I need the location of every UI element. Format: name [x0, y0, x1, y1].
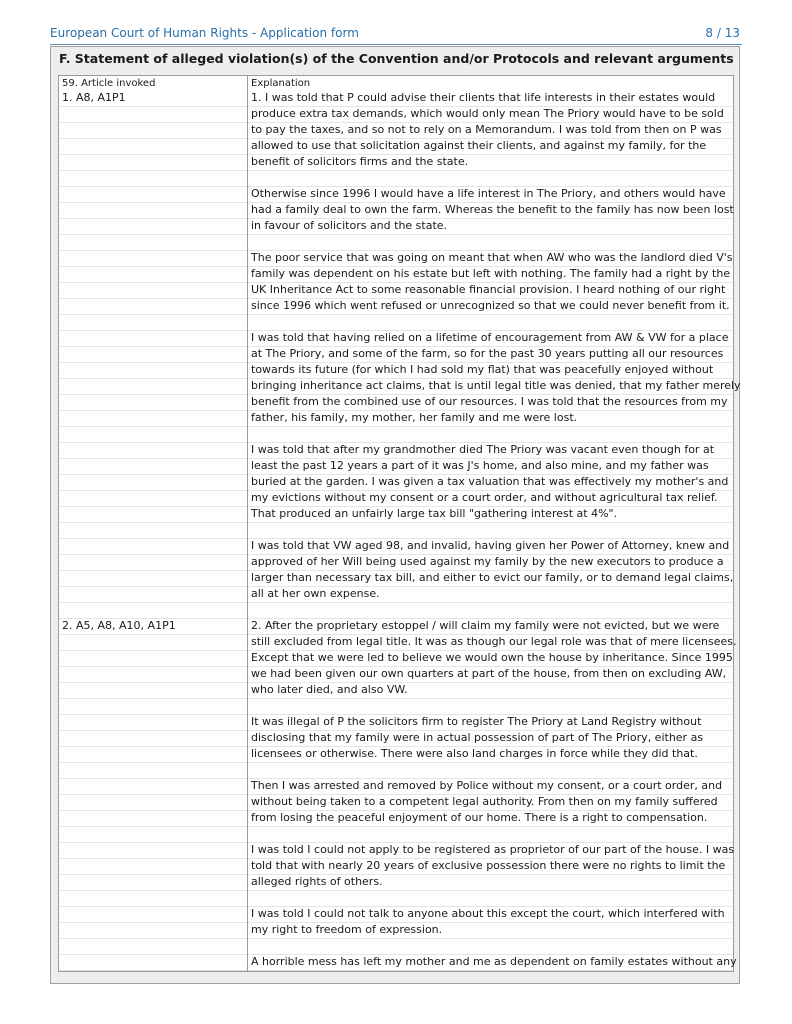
- explanation-line[interactable]: who later died, and also VW.: [251, 683, 408, 696]
- explanation-line[interactable]: from losing the peaceful enjoyment of our home. There is a right to compensation.: [251, 811, 708, 824]
- explanation-line[interactable]: I was told I could not talk to anyone about this except the court, which interfered with: [251, 907, 725, 920]
- explanation-line[interactable]: 1. I was told that P could advise their clients that life interests in their estates would: [251, 91, 716, 104]
- explanation-line[interactable]: bringing inheritance act claims, that is until legal title was denied, that my father merely: [251, 379, 741, 392]
- explanation-line[interactable]: to pay the taxes, and so not to rely on a Memorandum. I was told from then on P was: [251, 123, 722, 136]
- section-title: F. Statement of alleged violation(s) of the Convention and/or Protocols and relevant arguments: [59, 51, 734, 66]
- explanation-line[interactable]: told that with nearly 20 years of exclusive possession there were no rights to limit the: [251, 859, 726, 872]
- explanation-line[interactable]: It was illegal of P the solicitors firm to register The Priory at Land Registry without: [251, 715, 702, 728]
- explanation-line[interactable]: 2. After the proprietary estoppel / will claim my family were not evicted, but we were: [251, 619, 720, 632]
- explanation-line[interactable]: disclosing that my family were in actual possession of part of The Priory, either as: [251, 731, 704, 744]
- explanation-line[interactable]: since 1996 which went refused or unrecognized so that we could never benefit from it.: [251, 299, 730, 312]
- explanation-line[interactable]: UK Inheritance Act to some reasonable financial provision. I heard nothing of our right: [251, 283, 726, 296]
- explanation-line[interactable]: I was told that VW aged 98, and invalid, having given her Power of Attorney, knew and: [251, 539, 730, 552]
- explanation-line[interactable]: still excluded from legal title. It was as though our legal role was that of mere licensees.: [251, 635, 737, 648]
- explanation-line[interactable]: benefit of solicitors firms and the state.: [251, 155, 469, 168]
- explanation-line[interactable]: Then I was arrested and removed by Police without my consent, or a court order, and: [251, 779, 723, 792]
- page-indicator: 8 / 13: [705, 26, 740, 40]
- column-divider: [247, 75, 248, 972]
- explanation-line[interactable]: produce extra tax demands, which would only mean The Priory would have to be sold: [251, 107, 724, 120]
- explanation-line[interactable]: alleged rights of others.: [251, 875, 383, 888]
- explanation-line[interactable]: my evictions without my consent or a court order, and without agricultural tax relief.: [251, 491, 718, 504]
- explanation-line[interactable]: licensees or otherwise. There were also land charges in force while they did that.: [251, 747, 698, 760]
- explanation-line[interactable]: father, his family, my mother, her family and me were lost.: [251, 411, 578, 424]
- explanation-line[interactable]: we had been given our own quarters at part of the house, from then on excluding AW,: [251, 667, 727, 680]
- explanation-line[interactable]: approved of her Will being used against my family by the new executors to produce a: [251, 555, 724, 568]
- explanation-line[interactable]: A horrible mess has left my mother and me as dependent on family estates without any: [251, 955, 737, 968]
- explanation-label: Explanation: [251, 78, 311, 89]
- article-invoked-value[interactable]: 1. A8, A1P1: [62, 91, 126, 104]
- explanation-line[interactable]: allowed to use that solicitation against their clients, and against my family, for the: [251, 139, 707, 152]
- explanation-line[interactable]: at The Priory, and some of the farm, so for the past 30 years putting all our resources: [251, 347, 724, 360]
- explanation-line[interactable]: in favour of solicitors and the state.: [251, 219, 448, 232]
- header-divider: [50, 44, 742, 45]
- form-title: European Court of Human Rights - Application form: [50, 26, 359, 40]
- explanation-line[interactable]: The poor service that was going on meant that when AW who was the landlord died V's: [251, 251, 733, 264]
- explanation-line[interactable]: least the past 12 years a part of it was J's home, and also mine, and my father was: [251, 459, 709, 472]
- explanation-line[interactable]: larger than necessary tax bill, and either to evict our family, or to demand legal claims,: [251, 571, 734, 584]
- explanation-line[interactable]: That produced an unfairly large tax bill "gathering interest at 4%".: [251, 507, 618, 520]
- article-invoked-value[interactable]: 2. A5, A8, A10, A1P1: [62, 619, 176, 632]
- explanation-line[interactable]: buried at the garden. I was given a tax valuation that was effectively my mother's and: [251, 475, 729, 488]
- explanation-line[interactable]: family was dependent on his estate but left with nothing. The family had a right by the: [251, 267, 731, 280]
- explanation-line[interactable]: I was told that after my grandmother died The Priory was vacant even though for at: [251, 443, 715, 456]
- explanation-line[interactable]: benefit from the combined use of our resources. I was told that the resources from my: [251, 395, 728, 408]
- explanation-line[interactable]: without being taken to a competent legal authority. From then on my family suffered: [251, 795, 718, 808]
- explanation-line[interactable]: my right to freedom of expression.: [251, 923, 443, 936]
- explanation-line[interactable]: I was told I could not apply to be registered as proprietor of our part of the house. I was: [251, 843, 735, 856]
- explanation-line[interactable]: I was told that having relied on a lifetime of encouragement from AW & VW for a place: [251, 331, 729, 344]
- explanation-line[interactable]: towards its future (for which I had sold my flat) that was peacefully enjoyed without: [251, 363, 714, 376]
- article-invoked-label: 59. Article invoked: [62, 78, 156, 89]
- explanation-line[interactable]: all at her own expense.: [251, 587, 380, 600]
- explanation-line[interactable]: Otherwise since 1996 I would have a life interest in The Priory, and others would have: [251, 187, 726, 200]
- page-header: [50, 26, 742, 42]
- explanation-line[interactable]: had a family deal to own the farm. Whereas the benefit to the family has now been lost: [251, 203, 734, 216]
- explanation-line[interactable]: Except that we were led to believe we would own the house by inheritance. Since 1995: [251, 651, 733, 664]
